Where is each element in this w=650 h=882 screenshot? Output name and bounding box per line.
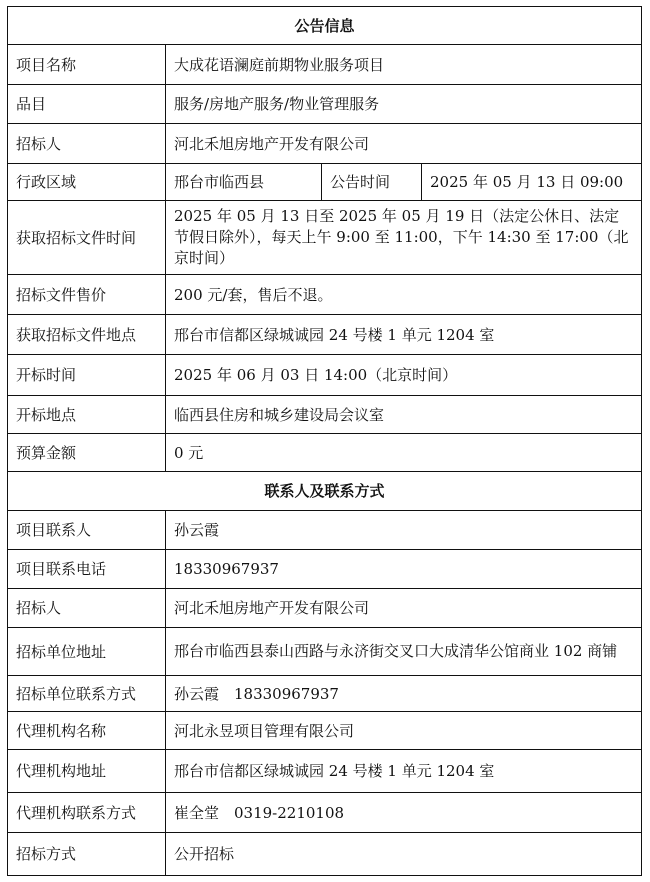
value-contact-tenderer: 河北禾旭房地产开发有限公司	[166, 589, 642, 628]
table-row	[8, 511, 642, 550]
label-doc-obtain-place: 获取招标文件地点	[8, 315, 166, 355]
table-row	[8, 396, 642, 434]
table-row	[8, 793, 642, 833]
value-tenderer: 河北禾旭房地产开发有限公司	[166, 124, 642, 164]
value-category: 服务/房地产服务/物业管理服务	[166, 85, 642, 124]
value-budget: 0 元	[166, 434, 642, 472]
table-row	[8, 750, 642, 793]
value-tenderer-contact: 孙云霞 18330967937	[166, 676, 642, 712]
label-agency-name: 代理机构名称	[8, 712, 166, 750]
value-bid-open-time: 2025 年 06 月 03 日 14:00（北京时间）	[166, 355, 642, 396]
value-publish-time: 2025 年 05 月 13 日 09:00	[422, 164, 642, 201]
table-row	[8, 833, 642, 876]
section-row-announcement	[8, 7, 642, 45]
table-row	[8, 275, 642, 315]
label-tenderer: 招标人	[8, 124, 166, 164]
label-project-phone: 项目联系电话	[8, 550, 166, 589]
label-tenderer-contact: 招标单位联系方式	[8, 676, 166, 712]
label-bid-open-place: 开标地点	[8, 396, 166, 434]
label-region: 行政区域	[8, 164, 166, 201]
value-doc-price: 200 元/套，售后不退。	[166, 275, 642, 315]
section-row-contact	[8, 472, 642, 511]
table-row	[8, 628, 642, 676]
value-project-phone: 18330967937	[166, 550, 642, 589]
value-tender-method: 公开招标	[166, 833, 642, 876]
value-bid-open-place: 临西县住房和城乡建设局会议室	[166, 396, 642, 434]
value-project-contact: 孙云霞	[166, 511, 642, 550]
section-title-announcement: 公告信息	[8, 7, 642, 45]
value-doc-obtain-place: 邢台市信都区绿城诚园 24 号楼 1 单元 1204 室	[166, 315, 642, 355]
table-row	[8, 434, 642, 472]
value-agency-address: 邢台市信都区绿城诚园 24 号楼 1 单元 1204 室	[166, 750, 642, 793]
table-row	[8, 164, 642, 201]
table-row	[8, 589, 642, 628]
label-tender-method: 招标方式	[8, 833, 166, 876]
table-row	[8, 85, 642, 124]
table-row	[8, 315, 642, 355]
announcement-table	[7, 6, 642, 876]
label-doc-price: 招标文件售价	[8, 275, 166, 315]
value-project-name: 大成花语澜庭前期物业服务项目	[166, 45, 642, 85]
label-budget: 预算金额	[8, 434, 166, 472]
value-doc-obtain-time: 2025 年 05 月 13 日至 2025 年 05 月 19 日（法定公休日、法定节假日除外），每天上午 9:00 至 11:00，下午 14:30 至 17:00（北京时间）	[166, 201, 642, 275]
table-row	[8, 201, 642, 275]
value-agency-contact: 崔全堂 0319-2210108	[166, 793, 642, 833]
label-agency-address: 代理机构地址	[8, 750, 166, 793]
value-region: 邢台市临西县	[166, 164, 322, 201]
label-category: 品目	[8, 85, 166, 124]
label-agency-contact: 代理机构联系方式	[8, 793, 166, 833]
table-row	[8, 45, 642, 85]
value-agency-name: 河北永昱项目管理有限公司	[166, 712, 642, 750]
label-bid-open-time: 开标时间	[8, 355, 166, 396]
table-row	[8, 712, 642, 750]
table-row	[8, 676, 642, 712]
label-contact-tenderer: 招标人	[8, 589, 166, 628]
label-project-contact: 项目联系人	[8, 511, 166, 550]
table-row	[8, 124, 642, 164]
label-project-name: 项目名称	[8, 45, 166, 85]
table-row	[8, 355, 642, 396]
section-title-contact: 联系人及联系方式	[8, 472, 642, 511]
table-row	[8, 550, 642, 589]
label-publish-time: 公告时间	[322, 164, 422, 201]
value-tenderer-address: 邢台市临西县泰山西路与永济街交叉口大成清华公馆商业 102 商铺	[166, 628, 642, 676]
label-doc-obtain-time: 获取招标文件时间	[8, 201, 166, 275]
label-tenderer-address: 招标单位地址	[8, 628, 166, 676]
